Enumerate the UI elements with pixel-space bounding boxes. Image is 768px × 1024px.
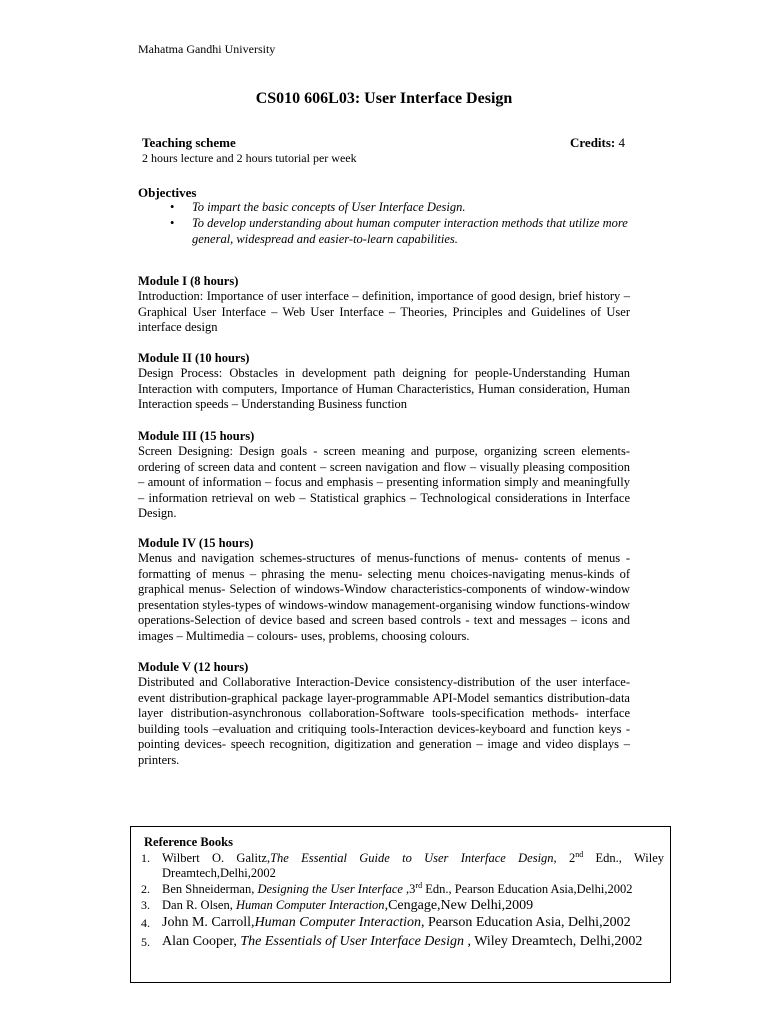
university-name: Mahatma Gandhi University xyxy=(138,42,276,56)
reference-number: 3. xyxy=(141,898,150,912)
objective-item xyxy=(170,215,640,247)
bullet-icon: • xyxy=(170,200,175,214)
objective-text: To impart the basic concepts of User Interface Design. xyxy=(192,200,466,214)
reference-book-title: Human Computer Interaction xyxy=(235,898,385,912)
module-title: Module V (12 hours) xyxy=(138,660,249,674)
credits xyxy=(570,135,625,151)
module-body: Screen Designing: Design goals - screen meaning and purpose, organizing screen elements-ordering of screen data and content – screen navigation and flow – visually pleasing composition – amount of information – focus and emphasis – presenting information simply and meaningfully – information retrieval on web – Statistical graphics – Technological considerations in Interface Design. xyxy=(138,444,630,521)
reference-item xyxy=(139,882,664,897)
reference-item xyxy=(139,933,664,951)
reference-publisher: Edn., Pearson Education Asia,Delhi,2002 xyxy=(422,882,633,896)
reference-item xyxy=(139,914,664,932)
reference-edition: 2 xyxy=(556,851,576,865)
reference-book-title: Designing the User Interface xyxy=(257,882,403,896)
reference-edition: ,3 xyxy=(402,882,416,896)
teaching-scheme-label: Teaching scheme xyxy=(142,135,236,150)
reference-number: 5. xyxy=(141,935,150,949)
objective-text: To develop understanding about human computer interaction methods that utilize more general, widespread and easier-to-learn capabilities. xyxy=(192,216,628,246)
page-title: CS010 606L03: User Interface Design xyxy=(255,90,513,107)
reference-list xyxy=(139,851,664,952)
reference-author: Ben Shneiderman, xyxy=(162,882,258,896)
module-body: Menus and navigation schemes-structures of menus-functions of menus- contents of menus - formatting of menus – phrasing the menu- selecting menu choices-navigating menus-kinds of graphical menus- Selection of windows-Window characteristics-components of window-window presentation styles-types of windows-window management-organising window functions-window operations-Selection of device based and screen based controls - text and messages – icons and images – Multimedia – colours- uses, problems, choosing colours. xyxy=(138,551,630,643)
module-5 xyxy=(138,659,630,769)
bullet-icon: • xyxy=(170,216,175,230)
module-body: Distributed and Collaborative Interaction-Device consistency-distribution of the user interface-event distribution-graphical package layer-programmable API-Model semantics distribution-data layer distribution-asynchronous collaboration-Software tools-specification methods- interface building tools –evaluation and critiquing tools-Interaction devices-keyboard and function keys - pointing devices- speech recognition, digitization and generation – image and video displays – printers. xyxy=(138,675,630,767)
reference-book-title: The Essential Guide to User Interface Design, xyxy=(270,851,557,865)
reference-author: Dan R. Olsen, xyxy=(162,898,236,912)
reference-superscript: rd xyxy=(415,880,423,890)
credits-value: 4 xyxy=(618,135,626,150)
reference-book-title: The Essentials of User Interface Design xyxy=(240,934,464,949)
module-title: Module II (10 hours) xyxy=(138,351,250,365)
module-title: Module IV (15 hours) xyxy=(138,536,254,550)
reference-item xyxy=(139,898,664,913)
reference-author: John M. Carroll, xyxy=(162,915,255,930)
module-title: Module III (15 hours) xyxy=(138,429,255,443)
reference-publisher: ,Cengage,New Delhi,2009 xyxy=(384,898,534,913)
module-4 xyxy=(138,535,630,645)
reference-number: 2. xyxy=(141,882,150,896)
module-1 xyxy=(138,273,630,336)
module-title: Module I (8 hours) xyxy=(138,274,239,288)
module-body: Introduction: Importance of user interface – definition, importance of good design, brief history – Graphical User Interface – Web User Interface – Theories, Principles and Guidelines of User interface design xyxy=(138,289,630,335)
reference-books-label: Reference Books xyxy=(144,835,233,849)
objectives-label: Objectives xyxy=(138,185,197,200)
reference-publisher: , Pearson Education Asia, Delhi,2002 xyxy=(421,915,631,930)
module-body: Design Process: Obstacles in development path deigning for people-Understanding Human Interaction with computers, Importance of Human Characteristics, Human consideration, Human Interaction speeds – Understanding Business function xyxy=(138,366,630,412)
reference-book-title: Human Computer Interaction xyxy=(254,915,421,930)
objectives-list xyxy=(170,199,640,247)
module-3 xyxy=(138,428,630,522)
reference-superscript: nd xyxy=(575,849,584,859)
module-2 xyxy=(138,350,630,413)
reference-publisher: Edn., Wiley Dreamtech,Delhi,2002 xyxy=(162,851,665,880)
credits-label: Credits: xyxy=(570,135,616,150)
objective-item xyxy=(170,199,640,215)
reference-author: Wilbert O. Galitz, xyxy=(162,851,271,865)
reference-number: 4. xyxy=(141,916,150,930)
reference-author: Alan Cooper, xyxy=(162,934,241,949)
reference-item xyxy=(139,851,664,881)
reference-publisher: , Wiley Dreamtech, Delhi,2002 xyxy=(463,934,643,949)
teaching-scheme-description: 2 hours lecture and 2 hours tutorial per week xyxy=(142,151,357,165)
reference-books-box xyxy=(130,826,671,983)
reference-number: 1. xyxy=(141,851,150,865)
